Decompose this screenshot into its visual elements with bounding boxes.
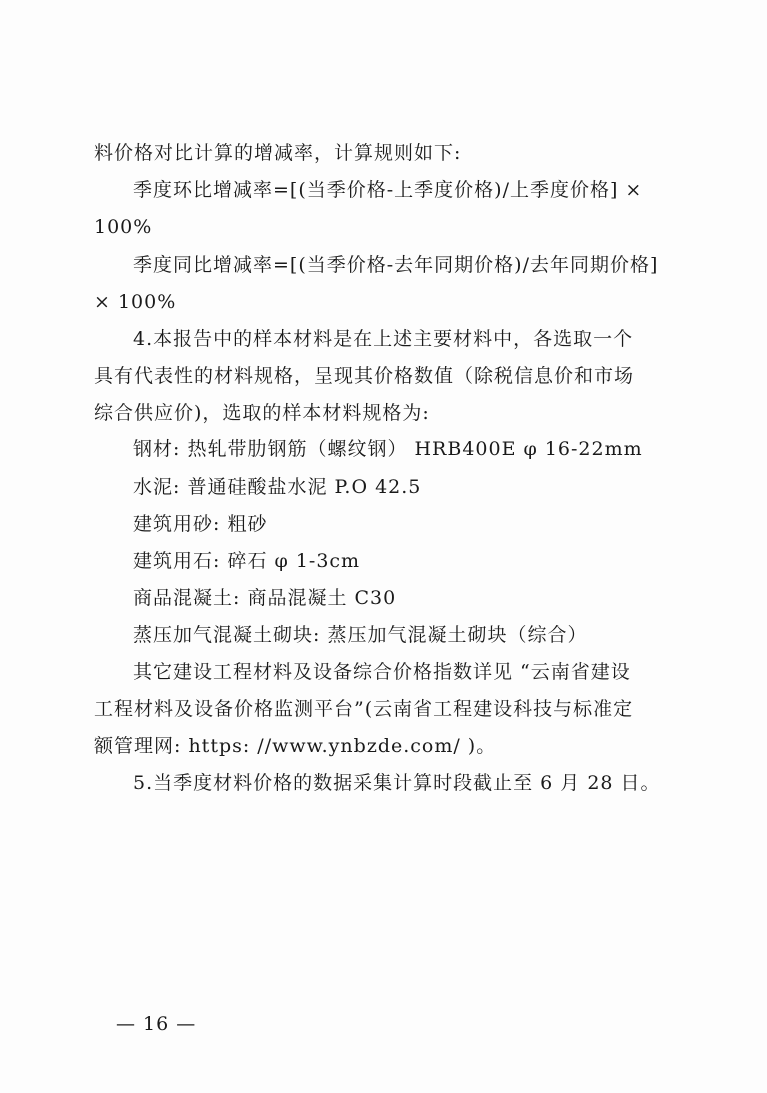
- text-line: 钢材: 热轧带肋钢筋（螺纹钢） HRB400E φ 16-22mm: [133, 438, 643, 460]
- text-line: 季度环比增减率=[(当季价格-上季度价格)/上季度价格] ×: [133, 179, 643, 201]
- text-line: 具有代表性的材料规格，呈现其价格数值（除税信息价和市场: [94, 365, 635, 387]
- page-number: — 16 —: [116, 1013, 197, 1035]
- text-line: 其它建设工程材料及设备综合价格指数详见 “云南省建设: [133, 661, 631, 683]
- text-line: 料价格对比计算的增减率，计算规则如下:: [94, 142, 462, 164]
- text-line: 100%: [94, 216, 153, 238]
- text-line: 水泥: 普通硅酸盐水泥 P.O 42.5: [133, 476, 422, 498]
- text-line: 工程材料及设备价格监测平台”(云南省工程建设科技与标准定: [94, 698, 634, 720]
- text-line: 额管理网: https: //www.ynbzde.com/ )。: [94, 735, 497, 757]
- text-line: 商品混凝土: 商品混凝土 C30: [133, 587, 397, 609]
- text-line: 5.当季度材料价格的数据采集计算时段截止至 6 月 28 日。: [133, 772, 661, 794]
- text-line: 综合供应价)，选取的样本材料规格为:: [94, 402, 430, 424]
- text-line: 蒸压加气混凝土砌块: 蒸压加气混凝土砌块（综合）: [133, 624, 588, 646]
- text-line: × 100%: [94, 291, 177, 313]
- text-line: 建筑用砂: 粗砂: [133, 513, 268, 535]
- text-line: 建筑用石: 碎石 φ 1-3cm: [133, 550, 361, 572]
- text-line: 季度同比增减率=[(当季价格-去年同期价格)/去年同期价格]: [133, 254, 659, 276]
- text-line: 4.本报告中的样本材料是在上述主要材料中，各选取一个: [133, 328, 634, 350]
